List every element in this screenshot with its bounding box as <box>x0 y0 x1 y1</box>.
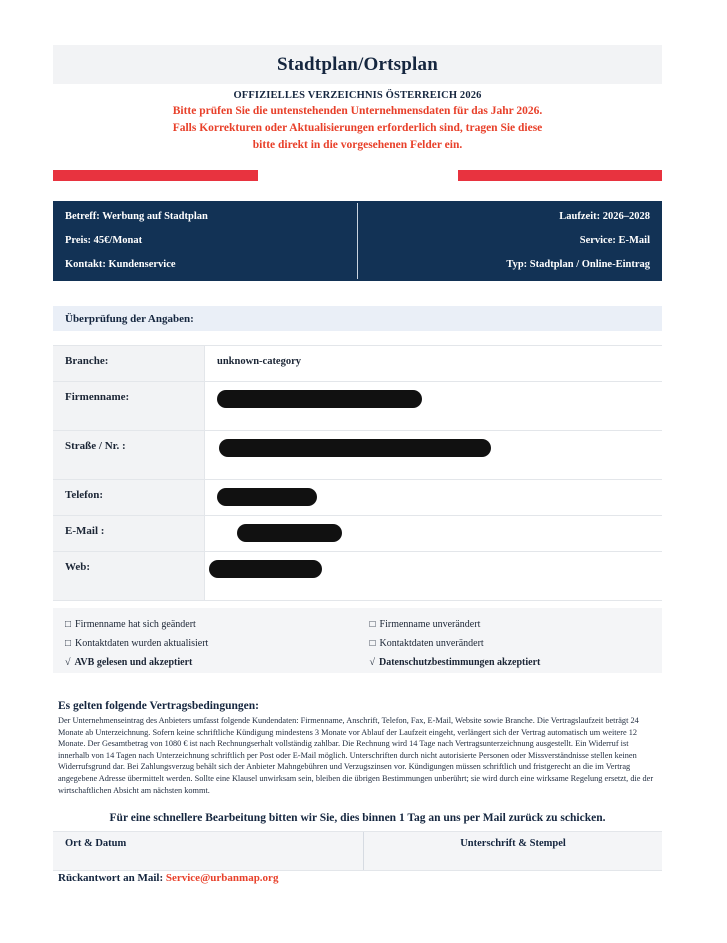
checkmark-icon: √ <box>369 656 375 668</box>
checkbox-label: Datenschutzbestimmungen akzeptiert <box>379 657 541 668</box>
checkbox-avb-accepted[interactable] <box>53 657 358 668</box>
field-label-branche: Branche: <box>53 346 205 381</box>
checkbox-icon: □ <box>65 637 72 649</box>
notice-line-1: Bitte prüfen Sie die untenstehenden Unternehmensdaten für das Jahr 2026. <box>172 105 543 117</box>
red-accent-bar-left <box>53 170 258 181</box>
notice-line-2: Falls Korrekturen oder Aktualisierungen erforderlich sind, tragen Sie diese <box>172 122 543 134</box>
checkbox-kontaktdaten-updated[interactable] <box>53 638 358 649</box>
signature-table <box>53 831 662 871</box>
checkbox-firmenname-unchanged[interactable] <box>358 619 663 630</box>
checkbox-label: AVB gelesen und akzeptiert <box>74 657 193 668</box>
info-price: Preis: 45€/Monat <box>65 235 143 246</box>
checkbox-label: Firmenname unverändert <box>379 619 481 630</box>
reply-line <box>58 872 278 884</box>
verification-section-band <box>53 306 662 331</box>
terms-body: Der Unternehmenseintrag des Anbieters umfasst folgende Kundendaten: Firmenname, Anschrift, Telefon, Fax, E-Mail, Website sowie Branche. Die Vertragslaufzeit beträgt 24 Monate ab Unterzeichnung. Sofern keine schriftliche Kündigung mindestens 3 Monate vor Ablauf der Laufzeit eingeht, verlängert sich der Vertrag automatisch um weitere 12 Monate. Der Gesamtbetrag von 1080 € ist nach Rechnungserhalt vollständig zahlbar. Die Rechnung wird 14 Tage nach Vertragsunterzeichnung ausgestellt. Ein Widerruf ist innerhalb von 14 Tagen nach Unterzeichnung schriftlich per Post oder E-Mail möglich. Unterschriften durch nicht autorisierte Personen oder Missverständnisse stellen keinen Widerrufsgrund dar. Bei Zahlungsverzug behält sich der Anbieter Mahngebühren und Verzugszinsen vor. Kündigungen müssen schriftlich und fristgerecht an die im Vertrag angegebene Adresse übermittelt werden. Sollte eine Klausel unwirksam sein, bleiben die übrigen Bestimmungen unberührt; sie wird durch eine wirksame Regelung ersetzt, die der wirtschaftlichen Absicht am nächsten kommt. <box>58 716 654 795</box>
info-panel-left-column <box>53 201 357 281</box>
checkbox-icon: □ <box>65 618 72 630</box>
field-value-email-cell[interactable] <box>205 516 662 551</box>
terms-title: Es gelten folgende Vertragsbedingungen: <box>58 700 259 712</box>
checkbox-row <box>53 615 662 634</box>
contract-info-panel <box>53 201 662 281</box>
redaction-bar-web <box>209 560 322 578</box>
checkbox-row <box>53 653 662 672</box>
field-label-firmenname: Firmenname: <box>53 382 205 430</box>
redaction-bar-firmenname <box>217 390 422 408</box>
checkbox-row <box>53 634 662 653</box>
reply-label: Rückantwort an Mail: <box>58 872 164 884</box>
info-term: Laufzeit: 2026–2028 <box>559 211 650 222</box>
table-row <box>53 431 662 480</box>
checkbox-icon: □ <box>369 618 376 630</box>
field-value-branche: unknown-category <box>217 356 302 367</box>
field-value-branche-cell[interactable] <box>205 346 662 381</box>
checkbox-icon: □ <box>369 637 376 649</box>
checkmark-icon: √ <box>65 656 71 668</box>
confirmation-checkbox-block <box>53 608 662 673</box>
checkbox-label: Firmenname hat sich geändert <box>75 619 196 630</box>
table-row <box>53 382 662 431</box>
field-value-strasse-cell[interactable] <box>205 431 662 479</box>
signature-place-date-label: Ort & Datum <box>65 838 127 849</box>
field-value-firmenname-cell[interactable] <box>205 382 662 430</box>
checkbox-datenschutz-accepted[interactable] <box>358 657 663 668</box>
table-row <box>53 480 662 516</box>
field-label-strasse: Straße / Nr. : <box>53 431 205 479</box>
verification-section-title: Überprüfung der Angaben: <box>65 312 194 325</box>
signature-stamp-label: Unterschrift & Stempel <box>460 838 566 849</box>
info-type: Typ: Stadtplan / Online-Eintrag <box>506 259 650 270</box>
info-service: Service: E-Mail <box>579 235 650 246</box>
checkbox-label: Kontaktdaten wurden aktualisiert <box>75 638 209 649</box>
info-panel-right-column <box>358 201 662 281</box>
checkbox-kontaktdaten-unchanged[interactable] <box>358 638 663 649</box>
info-subject: Betreff: Werbung auf Stadtplan <box>65 211 208 222</box>
company-data-form <box>53 345 662 601</box>
terms-section <box>58 700 658 796</box>
info-contact: Kontakt: Kundenservice <box>65 259 176 270</box>
field-label-web: Web: <box>53 552 205 600</box>
signature-stamp-cell[interactable] <box>364 832 662 870</box>
intro-block <box>53 88 662 154</box>
notice-line-3: bitte direkt in die vorgesehenen Felder ein. <box>252 139 463 151</box>
field-label-telefon: Telefon: <box>53 480 205 515</box>
redaction-bar-telefon <box>217 488 317 506</box>
table-row <box>53 345 662 382</box>
checkbox-label: Kontaktdaten unverändert <box>379 638 484 649</box>
registry-line: OFFIZIELLES VERZEICHNIS ÖSTERREICH 2026 <box>233 90 482 101</box>
table-row <box>53 552 662 601</box>
checkbox-firmenname-changed[interactable] <box>53 619 358 630</box>
field-value-web-cell[interactable] <box>205 552 662 600</box>
redaction-bar-strasse <box>219 439 491 457</box>
reply-email-link[interactable]: Service@urbanmap.org <box>165 872 279 884</box>
redaction-bar-email <box>237 524 342 542</box>
document-title-band <box>53 45 662 84</box>
footer-note: Für eine schnellere Bearbeitung bitten wir Sie, dies binnen 1 Tag an uns per Mail zurück zu schicken. <box>109 812 606 824</box>
field-label-email: E-Mail : <box>53 516 205 551</box>
page-title: Stadtplan/Ortsplan <box>277 53 438 75</box>
field-value-telefon-cell[interactable] <box>205 480 662 515</box>
red-accent-bar-right <box>458 170 662 181</box>
table-row <box>53 516 662 552</box>
signature-place-date-cell[interactable] <box>53 832 363 870</box>
